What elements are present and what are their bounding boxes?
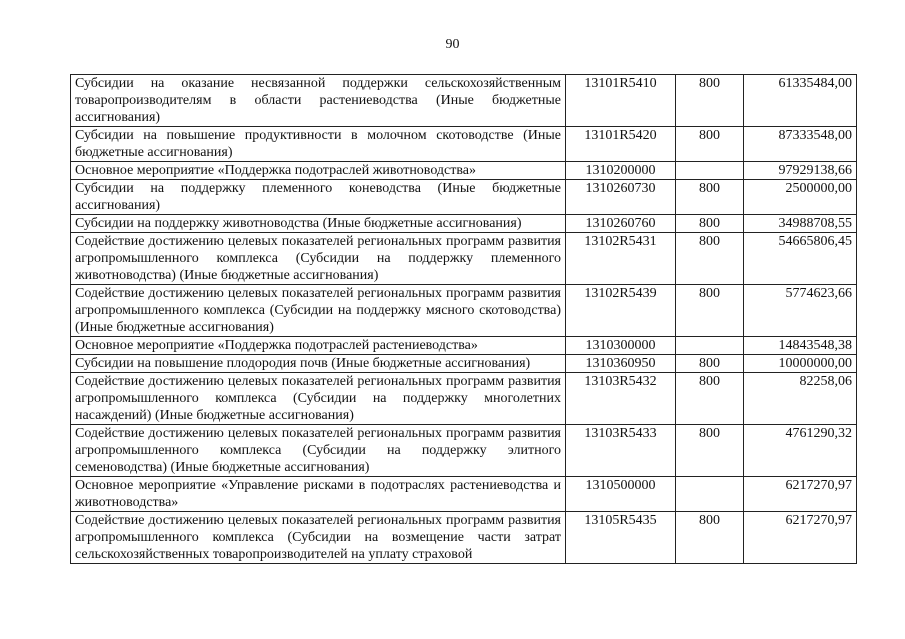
row-target-code: 1310260730 xyxy=(566,180,676,215)
row-expense-type: 800 xyxy=(676,180,744,215)
row-description: Содействие достижению целевых показателей региональных программ развития агропромышленного комплекса (Субсидии на поддержку многолетних насаждений) (Иные бюджетные ассигнования) xyxy=(71,373,566,425)
row-description: Содействие достижению целевых показателей региональных программ развития агропромышленного комплекса (Субсидии на поддержку племенного животноводства) (Иные бюджетные ассигнования) xyxy=(71,233,566,285)
row-description: Содействие достижению целевых показателей региональных программ развития агропромышленного комплекса (Субсидии на возмещение части затрат сельскохозяйственных товаропроизводителей на уплату страховой xyxy=(71,512,566,564)
row-expense-type: 800 xyxy=(676,233,744,285)
table-row xyxy=(71,233,857,285)
table-row xyxy=(71,162,857,180)
row-amount: 10000000,00 xyxy=(744,355,857,373)
row-expense-type: 800 xyxy=(676,512,744,564)
table-row xyxy=(71,180,857,215)
row-target-code: 1310300000 xyxy=(566,337,676,355)
row-expense-type: 800 xyxy=(676,285,744,337)
row-amount: 6217270,97 xyxy=(744,477,857,512)
table-row xyxy=(71,215,857,233)
row-expense-type: 800 xyxy=(676,355,744,373)
row-amount: 82258,06 xyxy=(744,373,857,425)
row-expense-type xyxy=(676,162,744,180)
row-description: Основное мероприятие «Поддержка подотраслей растениеводства» xyxy=(71,337,566,355)
row-description: Субсидии на оказание несвязанной поддержки сельскохозяйственным товаропроизводителям в области растениеводства (Иные бюджетные ассигнования) xyxy=(71,75,566,127)
row-expense-type: 800 xyxy=(676,215,744,233)
row-target-code: 13102R5431 xyxy=(566,233,676,285)
row-amount: 34988708,55 xyxy=(744,215,857,233)
budget-table xyxy=(70,74,857,564)
row-amount: 14843548,38 xyxy=(744,337,857,355)
row-description: Субсидии на повышение плодородия почв (Иные бюджетные ассигнования) xyxy=(71,355,566,373)
row-target-code: 13105R5435 xyxy=(566,512,676,564)
row-target-code: 1310200000 xyxy=(566,162,676,180)
row-expense-type xyxy=(676,337,744,355)
row-description: Субсидии на поддержку животноводства (Иные бюджетные ассигнования) xyxy=(71,215,566,233)
page-number: 90 xyxy=(445,37,460,52)
row-target-code: 13102R5439 xyxy=(566,285,676,337)
row-target-code: 1310360950 xyxy=(566,355,676,373)
row-target-code: 13103R5433 xyxy=(566,425,676,477)
row-expense-type: 800 xyxy=(676,373,744,425)
row-amount: 2500000,00 xyxy=(744,180,857,215)
row-amount: 6217270,97 xyxy=(744,512,857,564)
row-amount: 97929138,66 xyxy=(744,162,857,180)
row-target-code: 13101R5420 xyxy=(566,127,676,162)
row-amount: 87333548,00 xyxy=(744,127,857,162)
table-row xyxy=(71,337,857,355)
row-target-code: 13103R5432 xyxy=(566,373,676,425)
row-amount: 4761290,32 xyxy=(744,425,857,477)
row-target-code: 13101R5410 xyxy=(566,75,676,127)
table-row xyxy=(71,512,857,564)
row-expense-type: 800 xyxy=(676,425,744,477)
row-description: Основное мероприятие «Управление рисками в подотраслях растениеводства и животноводства» xyxy=(71,477,566,512)
row-amount: 5774623,66 xyxy=(744,285,857,337)
row-description: Содействие достижению целевых показателей региональных программ развития агропромышленного комплекса (Субсидии на поддержку мясного скотоводства) (Иные бюджетные ассигнования) xyxy=(71,285,566,337)
row-expense-type xyxy=(676,477,744,512)
row-amount: 61335484,00 xyxy=(744,75,857,127)
row-description: Основное мероприятие «Поддержка подотраслей животноводства» xyxy=(71,162,566,180)
row-description: Субсидии на поддержку племенного коневодства (Иные бюджетные ассигнования) xyxy=(71,180,566,215)
table-row xyxy=(71,425,857,477)
row-target-code: 1310260760 xyxy=(566,215,676,233)
table-row xyxy=(71,285,857,337)
table-row xyxy=(71,127,857,162)
table-row xyxy=(71,75,857,127)
table-row xyxy=(71,477,857,512)
row-expense-type: 800 xyxy=(676,127,744,162)
row-expense-type: 800 xyxy=(676,75,744,127)
row-description: Субсидии на повышение продуктивности в молочном скотоводстве (Иные бюджетные ассигнования) xyxy=(71,127,566,162)
row-description: Содействие достижению целевых показателей региональных программ развития агропромышленного комплекса (Субсидии на поддержку элитного семеноводства) (Иные бюджетные ассигнования) xyxy=(71,425,566,477)
row-target-code: 1310500000 xyxy=(566,477,676,512)
table-row xyxy=(71,373,857,425)
row-amount: 54665806,45 xyxy=(744,233,857,285)
table-row xyxy=(71,355,857,373)
